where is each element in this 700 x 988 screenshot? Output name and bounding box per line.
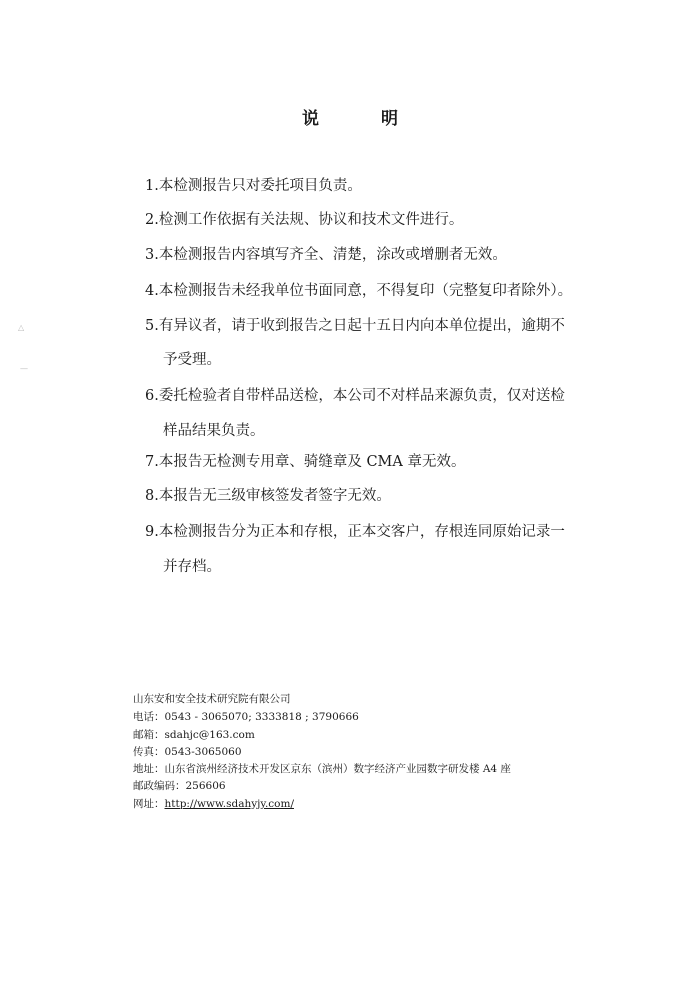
address-line	[133, 762, 511, 776]
postcode-label: 邮政编码：	[133, 780, 186, 792]
item-number: 3.	[145, 247, 159, 263]
postcode-line	[133, 779, 226, 793]
item-number: 1.	[145, 178, 159, 194]
fax-line	[133, 745, 242, 759]
company-name: 山东安和安全技术研究院有限公司	[133, 693, 291, 705]
item-text: 本检测报告分为正本和存根，正本交客户，存根连同原始记录一	[158, 524, 565, 540]
item-text: 本检测报告未经我单位书面同意，不得复印（完整复印者除外）。	[158, 283, 573, 299]
email-line	[133, 728, 255, 742]
website-label: 网址：	[133, 798, 165, 810]
list-item	[145, 316, 615, 336]
postcode-value: 256606	[185, 780, 226, 792]
address-value: 山东省滨州经济技术开发区京东（滨州）数字经济产业园数字研发楼 A4 座	[164, 763, 511, 775]
item-text: 本检测报告内容填写齐全、清楚，涂改或增删者无效。	[158, 247, 507, 263]
fax-value: 0543-3065060	[164, 746, 242, 758]
list-item	[145, 210, 615, 230]
item-number: 2.	[145, 212, 159, 228]
item-text: 委托检验者自带样品送检，本公司不对样品来源负责，仅对送检	[158, 388, 565, 404]
item-text: 本检测报告只对委托项目负责。	[158, 178, 362, 194]
list-item	[145, 245, 615, 265]
page-title	[0, 104, 700, 129]
item-continuation: 样品结果负责。	[163, 423, 265, 439]
item-continuation: 予受理。	[163, 352, 221, 368]
phone-label: 电话：	[133, 711, 165, 723]
item-number: 9.	[145, 524, 159, 540]
item-number: 5.	[145, 318, 159, 334]
website-line	[133, 797, 294, 811]
website-link[interactable]: http://www.sdahyjy.com/	[164, 798, 294, 810]
item-continuation: 并存档。	[163, 559, 221, 575]
item-number: 7.	[145, 454, 159, 470]
fax-label: 传真：	[133, 746, 165, 758]
item-text: 检测工作依据有关法规、协议和技术文件进行。	[158, 212, 464, 228]
item-text: 有异议者，请于收到报告之日起十五日内向本单位提出，逾期不	[158, 318, 565, 334]
margin-mark-icon: △	[18, 323, 25, 332]
title-char-right: 明	[381, 109, 398, 129]
list-item	[145, 486, 615, 506]
item-number: 8.	[145, 488, 159, 504]
list-item	[145, 452, 615, 472]
phone-line	[133, 710, 359, 724]
list-item	[145, 386, 615, 406]
email-value: sdahjc@163.com	[164, 729, 255, 741]
margin-dash-icon: —	[20, 364, 28, 373]
item-text: 本报告无检测专用章、骑缝章及 CMA 章无效。	[158, 454, 466, 470]
list-item	[145, 281, 615, 301]
phone-value: 0543 - 3065070; 3333818 ; 3790666	[164, 711, 359, 723]
list-item	[145, 522, 615, 542]
list-item	[145, 176, 615, 196]
address-label: 地址：	[133, 763, 165, 775]
item-number: 4.	[145, 283, 159, 299]
item-text: 本报告无三级审核签发者签字无效。	[158, 488, 391, 504]
title-char-left: 说	[302, 109, 319, 129]
email-label: 邮箱：	[133, 729, 165, 741]
item-number: 6.	[145, 388, 159, 404]
